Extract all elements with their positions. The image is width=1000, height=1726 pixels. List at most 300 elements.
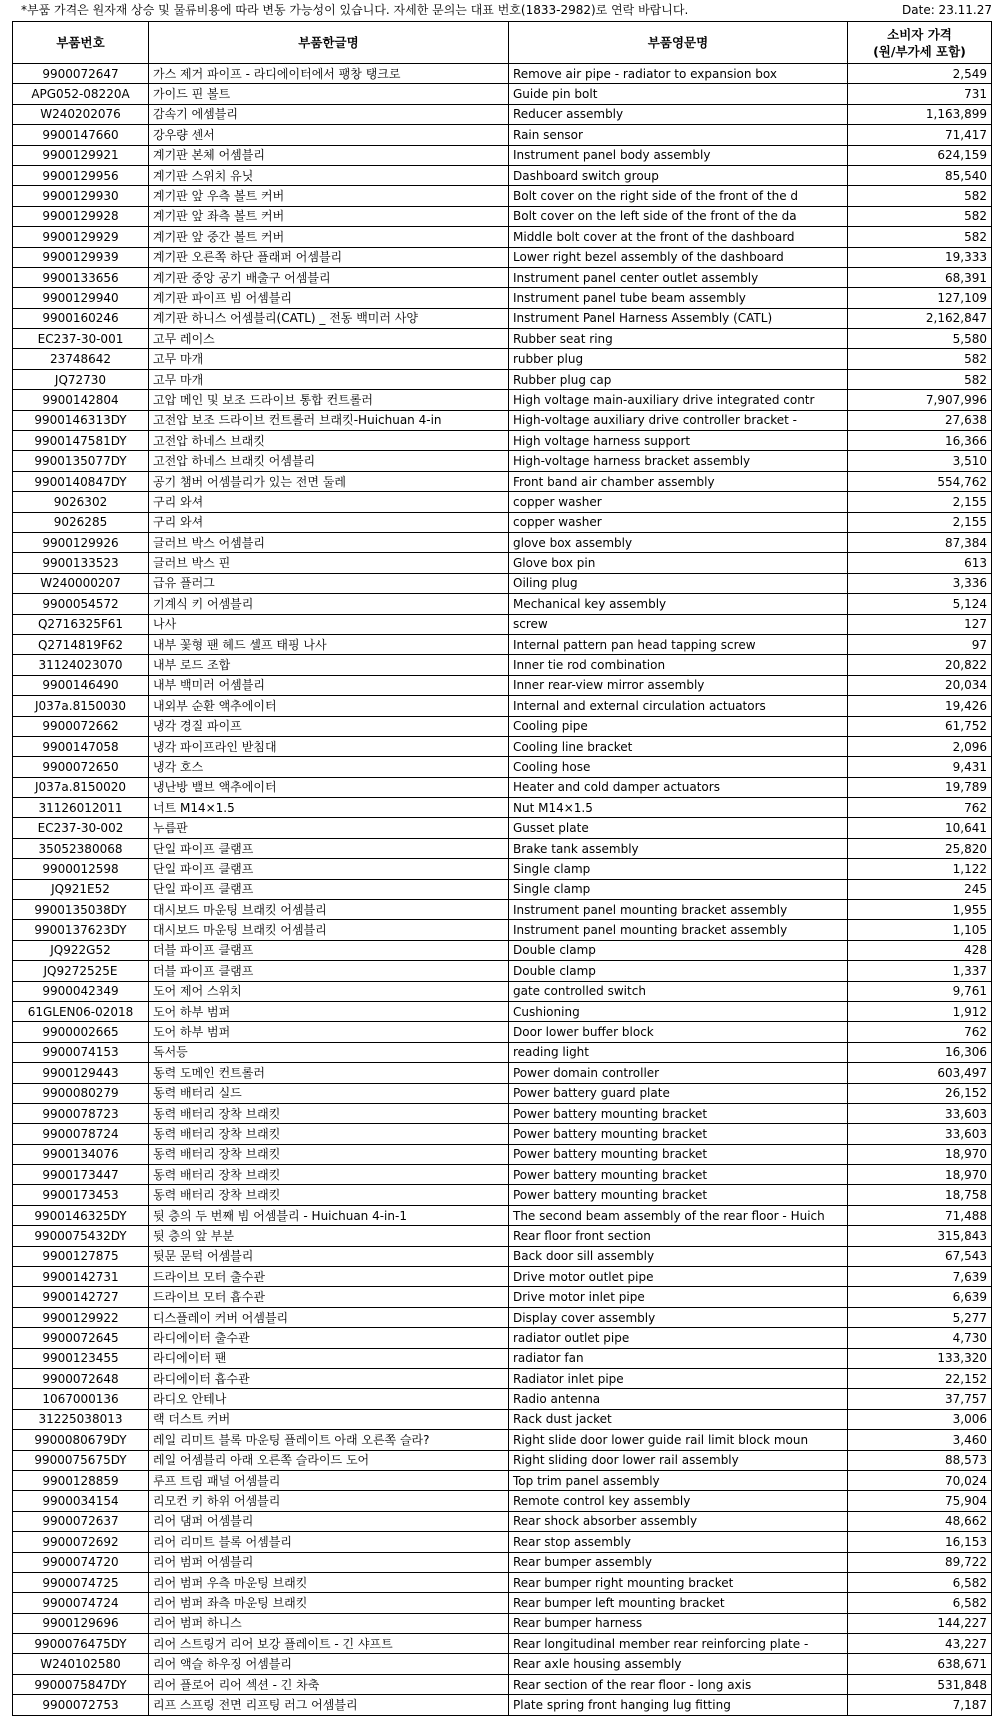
english-name-cell: Mechanical key assembly [509,594,848,614]
korean-name-cell: 리어 범퍼 하니스 [149,1613,509,1633]
korean-name-cell: 라디에이터 흡수관 [149,1369,509,1389]
english-name-cell: Power battery mounting bracket [509,1103,848,1123]
part-number-cell: 9900072692 [13,1532,149,1552]
english-name-cell: Heater and cold damper actuators [509,777,848,797]
korean-name-cell: 디스플레이 커버 어셈블리 [149,1307,509,1327]
table-row [13,329,992,349]
korean-name-cell: 대시보드 마운팅 브래킷 어셈블리 [149,920,509,940]
price-cell: 5,580 [848,329,992,349]
price-cell: 10,641 [848,818,992,838]
price-cell: 1,122 [848,859,992,879]
english-name-cell: Brake tank assembly [509,838,848,858]
table-row [13,594,992,614]
english-name-cell: Single clamp [509,879,848,899]
english-name-cell: copper washer [509,492,848,512]
part-number-cell: 9900076475DY [13,1634,149,1654]
table-row [13,1246,992,1266]
price-cell: 18,758 [848,1185,992,1205]
price-cell: 638,671 [848,1654,992,1674]
price-cell: 19,333 [848,247,992,267]
price-cell: 25,820 [848,838,992,858]
table-row [13,1674,992,1694]
price-cell: 27,638 [848,410,992,430]
price-cell: 731 [848,84,992,104]
part-number-cell: 9900129939 [13,247,149,267]
price-cell: 7,907,996 [848,390,992,410]
korean-name-cell: 고무 마개 [149,369,509,389]
part-number-cell: 9900129696 [13,1613,149,1633]
part-number-cell: 9900129443 [13,1063,149,1083]
price-cell: 19,426 [848,696,992,716]
english-name-cell: Drive motor inlet pipe [509,1287,848,1307]
price-cell: 7,639 [848,1267,992,1287]
part-number-cell: 9900135077DY [13,451,149,471]
korean-name-cell: 냉각 호스 [149,757,509,777]
table-row [13,267,992,287]
korean-name-cell: 더블 파이프 클램프 [149,940,509,960]
english-name-cell: Rear longitudinal member rear reinforcing plate - [509,1634,848,1654]
korean-name-cell: 계기판 오른쪽 하단 플래퍼 어셈블리 [149,247,509,267]
part-number-cell: J037a.8150020 [13,777,149,797]
price-cell: 582 [848,349,992,369]
english-name-cell: Radio antenna [509,1389,848,1409]
korean-name-cell: 고무 마개 [149,349,509,369]
table-row [13,410,992,430]
header-price-line1: 소비자 가격 [887,26,952,42]
part-number-cell: 9900078724 [13,1124,149,1144]
price-cell: 3,336 [848,573,992,593]
table-row [13,696,992,716]
price-cell: 20,034 [848,675,992,695]
english-name-cell: Gusset plate [509,818,848,838]
english-name-cell: Cooling hose [509,757,848,777]
korean-name-cell: 기계식 키 어셈블리 [149,594,509,614]
part-number-cell: JQ9272525E [13,961,149,981]
korean-name-cell: 드라이브 모터 흡수관 [149,1287,509,1307]
korean-name-cell: 너트 M14×1.5 [149,798,509,818]
english-name-cell: Internal pattern pan head tapping screw [509,634,848,654]
part-number-cell: 9900012598 [13,859,149,879]
korean-name-cell: 계기판 스위치 유닛 [149,165,509,185]
english-name-cell: Rear bumper assembly [509,1552,848,1572]
korean-name-cell: 뒷 층의 두 번째 빔 어셈블리 - Huichuan 4-in-1 [149,1205,509,1225]
part-number-cell: 9026285 [13,512,149,532]
price-cell: 87,384 [848,532,992,552]
price-cell: 67,543 [848,1246,992,1266]
korean-name-cell: 레일 어셈블리 아래 오른쪽 슬라이드 도어 [149,1450,509,1470]
price-cell: 762 [848,1022,992,1042]
table-row [13,1409,992,1429]
table-row [13,1450,992,1470]
part-number-cell: 9900173447 [13,1165,149,1185]
korean-name-cell: 더블 파이프 클램프 [149,961,509,981]
part-number-cell: 9900072637 [13,1511,149,1531]
korean-name-cell: 공기 챔버 어셈블리가 있는 전면 둘레 [149,471,509,491]
korean-name-cell: 계기판 본체 어셈블리 [149,145,509,165]
price-cell: 61,752 [848,716,992,736]
english-name-cell: Double clamp [509,961,848,981]
table-row [13,247,992,267]
table-row [13,1470,992,1490]
table-row [13,369,992,389]
english-name-cell: glove box assembly [509,532,848,552]
table-row [13,512,992,532]
price-cell: 531,848 [848,1674,992,1694]
korean-name-cell: 단일 파이프 클램프 [149,838,509,858]
price-cell: 9,431 [848,757,992,777]
price-cell: 1,105 [848,920,992,940]
price-notice-bar [0,0,1000,20]
table-row [13,961,992,981]
price-cell: 6,639 [848,1287,992,1307]
price-cell: 18,970 [848,1144,992,1164]
part-number-cell: 9900129930 [13,186,149,206]
english-name-cell: Drive motor outlet pipe [509,1267,848,1287]
price-cell: 20,822 [848,655,992,675]
table-row [13,288,992,308]
english-name-cell: Cushioning [509,1001,848,1021]
table-row [13,838,992,858]
part-number-cell: 9900074724 [13,1593,149,1613]
part-number-cell: 9900147660 [13,125,149,145]
price-cell: 144,227 [848,1613,992,1633]
price-cell: 613 [848,553,992,573]
price-cell: 1,163,899 [848,104,992,124]
table-row [13,675,992,695]
part-number-cell: 9900129929 [13,227,149,247]
table-row [13,1491,992,1511]
price-cell: 603,497 [848,1063,992,1083]
header-consumer-price [848,22,992,64]
english-name-cell: Internal and external circulation actuators [509,696,848,716]
table-row [13,1042,992,1062]
price-cell: 3,006 [848,1409,992,1429]
english-name-cell: Power battery guard plate [509,1083,848,1103]
table-row [13,1389,992,1409]
table-row [13,1063,992,1083]
part-number-cell: 61GLEN06-02018 [13,1001,149,1021]
price-cell: 97 [848,634,992,654]
part-number-cell: W240202076 [13,104,149,124]
price-cell: 71,488 [848,1205,992,1225]
english-name-cell: Top trim panel assembly [509,1470,848,1490]
korean-name-cell: 내외부 순환 액추에이터 [149,696,509,716]
table-row [13,206,992,226]
price-cell: 5,124 [848,594,992,614]
korean-name-cell: 누름판 [149,818,509,838]
english-name-cell: High voltage main-auxiliary drive integrated contr [509,390,848,410]
price-cell: 1,955 [848,900,992,920]
part-number-cell: 9900142731 [13,1267,149,1287]
english-name-cell: Power battery mounting bracket [509,1185,848,1205]
english-name-cell: Remote control key assembly [509,1491,848,1511]
part-number-cell: 9900072650 [13,757,149,777]
english-name-cell: Instrument panel tube beam assembly [509,288,848,308]
part-number-cell: 31225038013 [13,1409,149,1429]
table-row [13,451,992,471]
part-number-cell: 9900147581DY [13,431,149,451]
english-name-cell: Back door sill assembly [509,1246,848,1266]
table-row [13,165,992,185]
price-cell: 2,162,847 [848,308,992,328]
table-row [13,1307,992,1327]
english-name-cell: radiator fan [509,1348,848,1368]
english-name-cell: Right slide door lower guide rail limit block moun [509,1430,848,1450]
english-name-cell: Instrument panel body assembly [509,145,848,165]
korean-name-cell: 도어 하부 범퍼 [149,1001,509,1021]
table-row [13,1532,992,1552]
table-row [13,553,992,573]
korean-name-cell: 리어 댐퍼 어셈블리 [149,1511,509,1531]
korean-name-cell: 계기판 앞 좌측 볼트 커버 [149,206,509,226]
korean-name-cell: 동력 도메인 컨트롤러 [149,1063,509,1083]
part-number-cell: 9900072647 [13,64,149,84]
part-number-cell: W240000207 [13,573,149,593]
part-number-cell: 9900129928 [13,206,149,226]
price-cell: 48,662 [848,1511,992,1531]
table-row [13,1654,992,1674]
price-cell: 4,730 [848,1328,992,1348]
korean-name-cell: 리어 스트링거 리어 보강 플레이트 - 긴 샤프트 [149,1634,509,1654]
table-row [13,1001,992,1021]
price-cell: 68,391 [848,267,992,287]
part-number-cell: 9900133656 [13,267,149,287]
korean-name-cell: 내부 로드 조합 [149,655,509,675]
table-row [13,879,992,899]
part-number-cell: 9900074153 [13,1042,149,1062]
korean-name-cell: 뒷 층의 앞 부분 [149,1226,509,1246]
english-name-cell: Instrument panel mounting bracket assembly [509,900,848,920]
part-number-cell: 9900146313DY [13,410,149,430]
price-cell: 75,904 [848,1491,992,1511]
korean-name-cell: 급유 플러그 [149,573,509,593]
part-number-cell: 9900129926 [13,532,149,552]
english-name-cell: Inner tie rod combination [509,655,848,675]
part-number-cell: Q2714819F62 [13,634,149,654]
korean-name-cell: 가이드 핀 볼트 [149,84,509,104]
part-number-cell: EC237-30-001 [13,329,149,349]
english-name-cell: Cooling line bracket [509,736,848,756]
korean-name-cell: 라디에이터 팬 [149,1348,509,1368]
table-row [13,1022,992,1042]
part-number-cell: 31126012011 [13,798,149,818]
korean-name-cell: 동력 배터리 실드 [149,1083,509,1103]
price-cell: 16,366 [848,431,992,451]
part-number-cell: 9900140847DY [13,471,149,491]
korean-name-cell: 동력 배터리 장착 브래킷 [149,1144,509,1164]
price-cell: 762 [848,798,992,818]
english-name-cell: Instrument panel mounting bracket assembly [509,920,848,940]
part-number-cell: 9900135038DY [13,900,149,920]
price-cell: 7,187 [848,1695,992,1715]
part-number-cell: 9900147058 [13,736,149,756]
table-row [13,1185,992,1205]
part-number-cell: 9900128859 [13,1470,149,1490]
korean-name-cell: 동력 배터리 장착 브래킷 [149,1165,509,1185]
part-number-cell: 9900074725 [13,1572,149,1592]
price-cell: 2,155 [848,512,992,532]
english-name-cell: Rear shock absorber assembly [509,1511,848,1531]
english-name-cell: Bolt cover on the left side of the front of the da [509,206,848,226]
part-number-cell: 9900075432DY [13,1226,149,1246]
part-number-cell: 9900074720 [13,1552,149,1572]
table-row [13,757,992,777]
table-row [13,1613,992,1633]
price-cell: 582 [848,227,992,247]
english-name-cell: Single clamp [509,859,848,879]
part-number-cell: EC237-30-002 [13,818,149,838]
english-name-cell: rubber plug [509,349,848,369]
header-english-name: 부품영문명 [509,22,848,64]
part-number-cell: 35052380068 [13,838,149,858]
english-name-cell: Power battery mounting bracket [509,1124,848,1144]
part-number-cell: 9900042349 [13,981,149,1001]
korean-name-cell: 냉각 경질 파이프 [149,716,509,736]
price-cell: 127 [848,614,992,634]
part-number-cell: 9900002665 [13,1022,149,1042]
part-number-cell: 9900034154 [13,1491,149,1511]
table-row [13,1695,992,1715]
part-number-cell: 9900075675DY [13,1450,149,1470]
part-number-cell: 9900078723 [13,1103,149,1123]
price-cell: 127,109 [848,288,992,308]
korean-name-cell: 대시보드 마운팅 브래킷 어셈블리 [149,900,509,920]
table-row [13,614,992,634]
price-cell: 33,603 [848,1124,992,1144]
korean-name-cell: 뒷문 문턱 어셈블리 [149,1246,509,1266]
english-name-cell: Rear floor front section [509,1226,848,1246]
korean-name-cell: 계기판 앞 중간 볼트 커버 [149,227,509,247]
price-cell: 22,152 [848,1369,992,1389]
price-cell: 6,582 [848,1593,992,1613]
part-number-cell: 9900133523 [13,553,149,573]
english-name-cell: Cooling pipe [509,716,848,736]
english-name-cell: Rear section of the rear floor - long axis [509,1674,848,1694]
table-row [13,1430,992,1450]
part-number-cell: 9900123455 [13,1348,149,1368]
part-number-cell: 9900072753 [13,1695,149,1715]
korean-name-cell: 리어 범퍼 좌측 마운팅 브래킷 [149,1593,509,1613]
korean-name-cell: 루프 트림 패널 어셈블리 [149,1470,509,1490]
table-row [13,64,992,84]
table-row [13,777,992,797]
table-row [13,1552,992,1572]
parts-price-table [12,21,992,1716]
english-name-cell: Rear bumper right mounting bracket [509,1572,848,1592]
english-name-cell: Display cover assembly [509,1307,848,1327]
korean-name-cell: 냉난방 밸브 액추에이터 [149,777,509,797]
english-name-cell: Rear bumper harness [509,1613,848,1633]
price-cell: 624,159 [848,145,992,165]
english-name-cell: Remove air pipe - radiator to expansion box [509,64,848,84]
english-name-cell: Nut M14×1.5 [509,798,848,818]
part-number-cell: APG052-08220A [13,84,149,104]
korean-name-cell: 고전압 하네스 브래킷 어셈블리 [149,451,509,471]
part-number-cell: J037a.8150030 [13,696,149,716]
korean-name-cell: 동력 배터리 장착 브래킷 [149,1103,509,1123]
table-row [13,1634,992,1654]
price-cell: 5,277 [848,1307,992,1327]
korean-name-cell: 나사 [149,614,509,634]
english-name-cell: Power domain controller [509,1063,848,1083]
korean-name-cell: 구리 와셔 [149,492,509,512]
english-name-cell: Reducer assembly [509,104,848,124]
korean-name-cell: 레일 리미트 블록 마운팅 플레이트 아래 오른쪽 슬라? [149,1430,509,1450]
table-row [13,390,992,410]
korean-name-cell: 리모컨 키 하위 어셈블리 [149,1491,509,1511]
table-row [13,1083,992,1103]
part-number-cell: 9900129940 [13,288,149,308]
korean-name-cell: 드라이브 모터 출수관 [149,1267,509,1287]
price-cell: 85,540 [848,165,992,185]
korean-name-cell: 동력 배터리 장착 브래킷 [149,1185,509,1205]
english-name-cell: Oiling plug [509,573,848,593]
english-name-cell: gate controlled switch [509,981,848,1001]
korean-name-cell: 동력 배터리 장착 브래킷 [149,1124,509,1144]
part-number-cell: 9900075847DY [13,1674,149,1694]
price-cell: 582 [848,369,992,389]
header-part-number: 부품번호 [13,22,149,64]
price-cell: 428 [848,940,992,960]
english-name-cell: Rubber plug cap [509,369,848,389]
price-cell: 2,549 [848,64,992,84]
part-number-cell: 9900134076 [13,1144,149,1164]
korean-name-cell: 계기판 앞 우측 볼트 커버 [149,186,509,206]
korean-name-cell: 리어 범퍼 우측 마운팅 브래킷 [149,1572,509,1592]
english-name-cell: Rear axle housing assembly [509,1654,848,1674]
english-name-cell: Radiator inlet pipe [509,1369,848,1389]
part-number-cell: 9900129922 [13,1307,149,1327]
table-row [13,186,992,206]
price-cell: 19,789 [848,777,992,797]
table-row [13,1511,992,1531]
table-row [13,431,992,451]
table-row [13,1287,992,1307]
korean-name-cell: 라디오 안테나 [149,1389,509,1409]
price-cell: 70,024 [848,1470,992,1490]
price-cell: 582 [848,186,992,206]
part-number-cell: 9900129921 [13,145,149,165]
table-row [13,736,992,756]
part-number-cell: 9900137623DY [13,920,149,940]
table-row [13,716,992,736]
part-number-cell: 9900072662 [13,716,149,736]
english-name-cell: Inner rear-view mirror assembly [509,675,848,695]
english-name-cell: Power battery mounting bracket [509,1165,848,1185]
table-row [13,655,992,675]
table-row [13,1103,992,1123]
table-row [13,920,992,940]
korean-name-cell: 라디에이터 출수관 [149,1328,509,1348]
price-cell: 133,320 [848,1348,992,1368]
english-name-cell: Rack dust jacket [509,1409,848,1429]
part-number-cell: JQ72730 [13,369,149,389]
table-row [13,1572,992,1592]
english-name-cell: Rubber seat ring [509,329,848,349]
table-row [13,900,992,920]
english-name-cell: Power battery mounting bracket [509,1144,848,1164]
english-name-cell: Instrument Panel Harness Assembly (CATL) [509,308,848,328]
table-row [13,1328,992,1348]
english-name-cell: reading light [509,1042,848,1062]
english-name-cell: High voltage harness support [509,431,848,451]
price-cell: 43,227 [848,1634,992,1654]
english-name-cell: Guide pin bolt [509,84,848,104]
table-row [13,818,992,838]
price-cell: 554,762 [848,471,992,491]
korean-name-cell: 고무 레이스 [149,329,509,349]
part-number-cell: 9900080679DY [13,1430,149,1450]
